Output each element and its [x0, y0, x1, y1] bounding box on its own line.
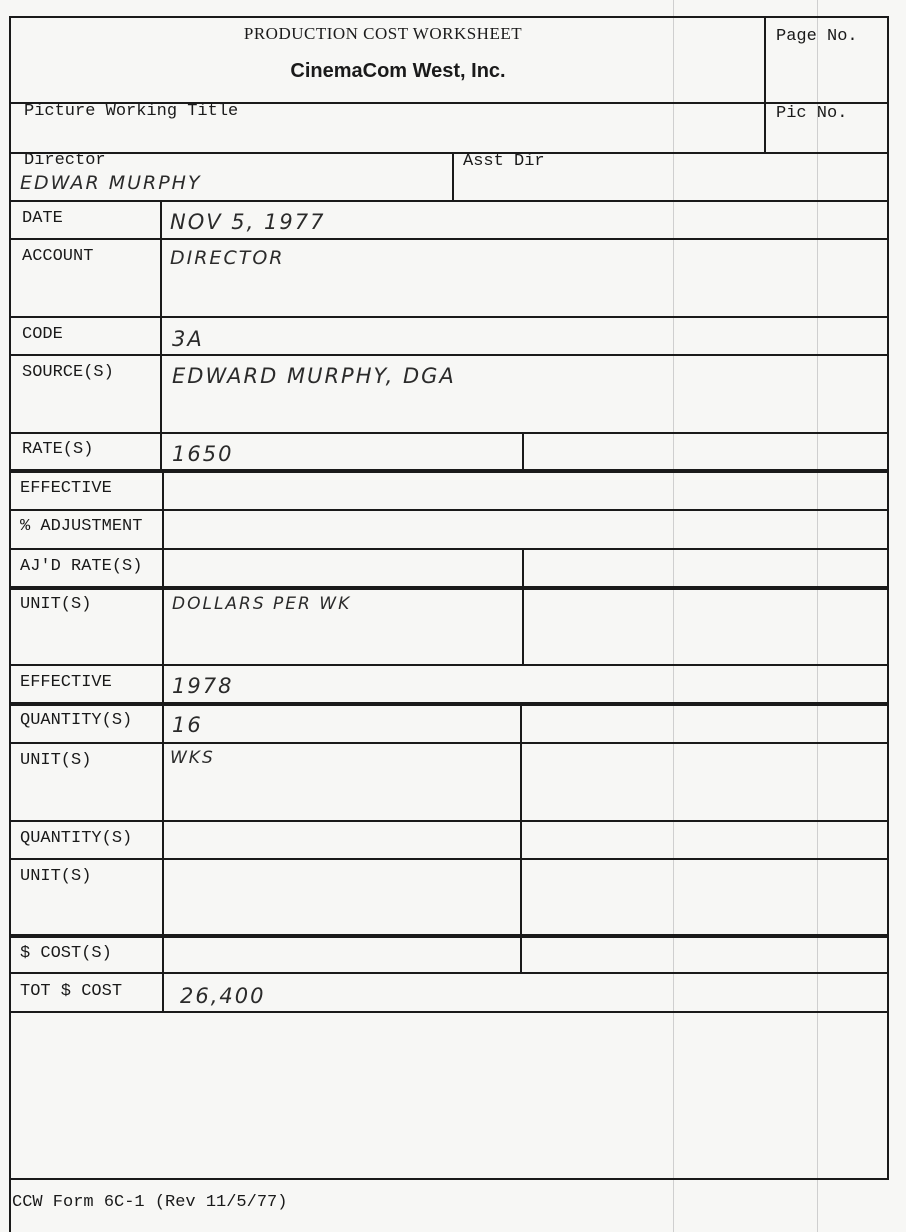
- total-cost-label: TOT $ COST: [20, 982, 123, 1001]
- mid-divider: [522, 548, 524, 665]
- quantities-label: QUANTITY(S): [20, 829, 133, 848]
- rule: [9, 354, 889, 356]
- picture-working-title-label: Picture Working Title: [24, 102, 239, 121]
- mid-divider: [520, 702, 522, 974]
- background-rule: [817, 0, 818, 1232]
- rule: [9, 1011, 889, 1013]
- frame-bottom: [9, 1178, 889, 1180]
- rule: [9, 509, 889, 511]
- sources-value: EDWARD MURPHY, DGA: [172, 364, 456, 388]
- form-title: PRODUCTION COST WORKSHEET: [243, 24, 523, 43]
- rule: [9, 820, 889, 822]
- section-rule: [9, 934, 889, 938]
- label-divider: [162, 470, 164, 1012]
- rule: [9, 858, 889, 860]
- rule: [9, 152, 889, 154]
- background-rule: [673, 0, 674, 1232]
- rule: [9, 316, 889, 318]
- quantities-value: 16: [172, 713, 203, 737]
- frame-left: [9, 16, 11, 1232]
- pic-no-label: Pic No.: [776, 104, 848, 123]
- account-label: ACCOUNT: [22, 247, 94, 266]
- total-cost-value: 26,400: [180, 984, 266, 1008]
- pct-adjustment-label: % ADJUSTMENT: [20, 517, 143, 536]
- frame-top: [9, 16, 889, 18]
- date-value: NOV 5, 1977: [170, 210, 326, 234]
- rule: [9, 664, 889, 666]
- code-label: CODE: [22, 325, 63, 344]
- units-value: WKS: [170, 748, 215, 768]
- units-label: UNIT(S): [20, 867, 92, 886]
- rule: [9, 238, 889, 240]
- units-label: UNIT(S): [20, 595, 92, 614]
- rule: [9, 548, 889, 550]
- asst-dir-divider: [452, 152, 454, 202]
- units-label: UNIT(S): [20, 751, 92, 770]
- rule: [9, 432, 889, 434]
- date-label: DATE: [22, 209, 63, 228]
- section-rule: [9, 586, 889, 590]
- code-value: 3A: [172, 327, 204, 351]
- director-label: Director: [24, 151, 106, 170]
- effective-value: 1978: [172, 674, 234, 698]
- form-id: CCW Form 6C-1 (Rev 11/5/77): [12, 1193, 288, 1212]
- costs-label: $ COST(S): [20, 944, 112, 963]
- rule: [9, 200, 889, 202]
- units-value: DOLLARS PER WK: [172, 594, 352, 614]
- frame-right: [887, 16, 889, 1180]
- effective-label: EFFECTIVE: [20, 673, 112, 692]
- sources-label: SOURCE(S): [22, 363, 114, 382]
- quantities-label: QUANTITY(S): [20, 711, 133, 730]
- mid-divider: [522, 432, 524, 470]
- company-name: CinemaCom West, Inc.: [290, 60, 506, 82]
- section-rule: [9, 702, 889, 706]
- rule: [9, 972, 889, 974]
- asst-dir-label: Asst Dir: [463, 152, 545, 171]
- rates-label: RATE(S): [22, 440, 94, 459]
- effective-label: EFFECTIVE: [20, 479, 112, 498]
- director-value: EDWAR MURPHY: [20, 172, 202, 194]
- rule: [9, 742, 889, 744]
- label-divider: [160, 200, 162, 470]
- page-no-label: Page No.: [776, 27, 858, 46]
- account-value: DIRECTOR: [170, 247, 285, 269]
- section-rule: [9, 469, 889, 473]
- rates-value: 1650: [172, 442, 234, 466]
- ajd-rates-label: AJ'D RATE(S): [20, 557, 143, 576]
